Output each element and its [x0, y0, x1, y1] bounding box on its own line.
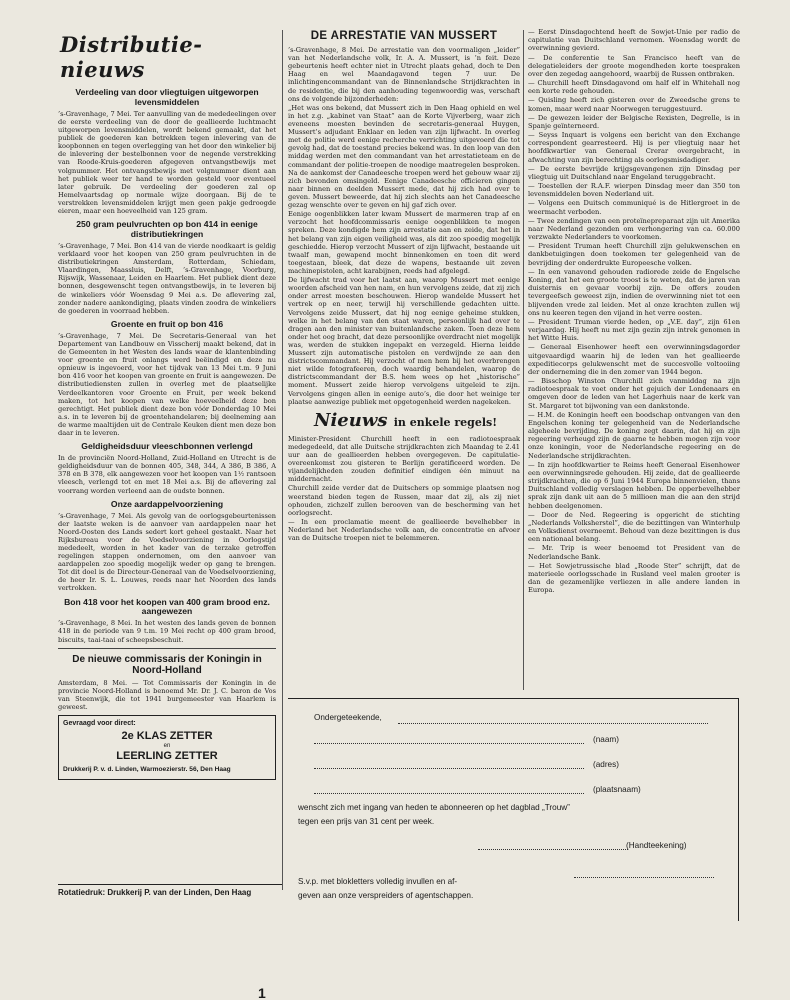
short-news-item: — Volgens een Duitsch communiqué is de Hitlergroet in de weermacht verboden.	[528, 199, 740, 216]
ad-position-1: 2e KLAS ZETTER	[121, 730, 213, 743]
section-heading: De nieuwe commissaris der Koningin in Noord-Holland	[72, 653, 262, 677]
address-line[interactable]	[314, 768, 584, 769]
short-news-item: — De gewezen leider der Belgische Rexisten, Degrelle, is in Spanje geïnterneerd.	[528, 113, 740, 130]
name-label: (naam)	[593, 735, 619, 744]
article-text: ’s-Gravenhage, 7 Mei. Ter aanvulling van de mededeelingen over de eerste verdeeling van de door de geallieerde luchtmacht uitgeworpen levensmiddelen, wordt bekend gemaakt, dat het publiek de goederen kan betrekken tegen inlevering van de koopbonnen en tegen overlegging van het door den winkelier bij de inlevering der bestelbonnen voor de negende verstrekking van Roode-Kruis-goederen afgegeven ontvangstbewijs met volgnummer. Het ontvangstbewijs met volgnummer dient aan het publiek weer ter hand te worden gesteld voor eventueel later gebruik. De verdeeling der goederen zal op Hemelvaartsdag op normale wijze doorgaan. Bij de te verstrekken levensmiddelen krijgt men geen pakje gedroogde eieren, maar een hoeveelheid van 125 gram.	[58, 109, 276, 216]
distribution-news-column	[58, 28, 276, 780]
form-extra-line	[574, 877, 714, 878]
form-undersigned-label: Ondergeteekende,	[314, 713, 382, 722]
article-text: Amsterdam, 8 Mei. — Tot Commissaris der Koningin in de provincie Noord-Holland is benoemd Mr. Dr. J. C. baron de Vos van Steenwijk, die tot 1941 burgemeester van Haarlem is geweest.	[58, 678, 276, 711]
distribution-news-masthead: Distributie-nieuws	[60, 32, 203, 82]
short-news-item: — Door de Ned. Regeering is opgericht de stichting „Nederlands Volksherstel”, die de bezittingen van Winterhulp en Volksdienst overneemt. Behoud van deze bezittingen is dus een nationaal belang.	[528, 510, 740, 544]
ad-and: en	[163, 743, 171, 750]
short-news-item: — President Truman heeft Churchill zijn gelukwenschen en dankbetuigingen doen toekomen ter gelegenheid van de bevrijding der onderdrukte Europeesche volken.	[528, 242, 740, 267]
mussert-arrest-column	[288, 28, 520, 543]
short-news-item: — Eerst Dinsdagochtend heeft de Sowjet-Unie per radio de capitulatie van Duitschland vernomen. Woensdag wordt de overwinning gevierd.	[528, 28, 740, 53]
short-news-item: — Toestellen der R.A.F. wierpen Dinsdag meer dan 350 ton levensmiddelen boven Nederland uit.	[528, 182, 740, 199]
address-label: (adres)	[593, 760, 619, 769]
short-news-column	[528, 28, 740, 596]
article-text: ’s-Gravenhage, 7 Mei. De Secretaris-Generaal van het Departement van Landbouw en Visscherij maakt bekend, dat in de Gemeenten in het Westen des lands waar de klantenbinding voor groente en fruit onlangs werd beëindigd en deze nu opnieuw is ingevoerd, voor het tijdvak van 13 Mei t.m. 9 Juni bon 416 voor het koopen van groente en fruit is aangewezen. De distributiediensten zullen in overleg met de plaatselijke Verdeelkantoren voor Groente en Fruit, per week bekend maken, tot het koopen van welke hoeveelheid deze bon gerechtigt. Het publiek dient deze bon vóór Donderdag 10 Mei a.s. in te leveren bij de groentehandelaren; bij deelneming aan de warme maaltijden uit de Centrale Keuken dient men deze bon daar in te leveren.	[58, 331, 276, 438]
short-news-item: — Bisschop Winston Churchill zich vanmiddag na zijn radiotoespraak te voet onder het gejuich der Londenaars en omgeven door de leden van het Lagerhuis naar de kerk van St. Margaret tot bijwoning van een dankstonde.	[528, 377, 740, 410]
undersigned-line	[398, 723, 708, 724]
short-news-item: — Churchill heeft Dinsdagavond om half elf in Whitehall nog een korte rede gehouden.	[528, 79, 740, 96]
article-headline: DE ARRESTATIE VAN MUSSERT	[310, 30, 498, 42]
short-news-item: — Het Sowjetrussische blad „Roode Ster” schrijft, dat de materieele oorlogsschade in Rusland veel malen grooter is dan de gezamenlijke verliezen in alle andere landen in Europa.	[528, 561, 740, 595]
article-text: ’s-Gravenhage, 8 Mei. In het westen des lands geven de bonnen 418 in de periode van 9 t.m. 19 Mei recht op 400 gram brood, biscuits, taai-taai of scheepsbeschuit.	[58, 619, 276, 644]
article-text: In de provinciën Noord-Holland, Zuid-Holland en Utrecht is de geldigheidsduur van de bonnen 405, 348, 344, A 386, B 386, A 378 en B 378, elk aangewezen voor het koopen van 1½ rantsoen vleesch, verlengd tot en met 18 Mei a.s. Bij de aflevering zal voorrang worden verleend aan de oudste bonnen.	[58, 454, 276, 495]
subscription-sentence: wenscht zich met ingang van heden te abonneeren op het dagblad „Trouw”	[298, 803, 570, 812]
short-news-item: — De eerste bevrijde krijgsgevangenen zijn Dinsdag per vliegtuig uit Duitschland naar Engeland teruggebracht.	[528, 164, 740, 181]
short-news-item: — Quisling heeft zich gisteren over de Zweedsche grens te komen, maar werd naar Noorwegen teruggestuurd.	[528, 96, 740, 113]
signature-label: (Handteekening)	[626, 841, 687, 850]
column-rule	[523, 30, 524, 690]
signature-line[interactable]	[478, 849, 628, 850]
section-heading: Bon 418 voor het koopen van 400 gram brood enz. aangewezen	[64, 596, 270, 617]
commissioner-article	[58, 654, 276, 711]
news-brief-subtitle: in enkele regels!	[393, 415, 498, 429]
ad-intro: Gevraagd voor direct:	[63, 720, 136, 728]
article-text: „Het was ons bekend, dat Mussert zich in Den Haag ophield en wel in het z.g. „kabinet van Staat” aan de Korte Vijverberg, waar zich eveneens moesten bevinden de secretaris-generaal Huygen, Mussert’s adjudant Enklaar en leden van zijn lijfwacht. In overleg met de politie werd eenige recherche verrichting uitgevoerd die tot gevolg had, dat de toestand precies bekend was. In den loop van den middag werden met den commandant van het arrestatieteam en de commandant der politie-troepen de noodige maatregelen besproken. Na de aankomst der Canadeesche troepen werd het gebouw waar zij zich bevonden omsingeld. Eenige Canadeesche officieren gingen naar binnen en deelden Mussert mede, dat hij zich had over te geven. Mussert beweerde, dat hij zich slechts aan het Canadeesche gezag wenschte over te geven en hij gaf zich over.	[288, 103, 520, 210]
article-text: ’s-Gravenhage, 7 Mei. Bon 414 van de vierde noodkaart is geldig verklaard voor het koopen van 250 gram peulvruchten in de distributiekringen Amsterdam, Rotterdam, Schiedam, Vlaardingen, Maassluis, Delft, ’s-Gravenhage, Voorburg, Rijswijk, Wassenaar, Leiden en Haarlem. Het publiek dient deze bonnen, desgewenscht tegen ontvangstbewijs, in te leveren bij de winkeliers vóór Woensdag 9 Mei a.s. De aflevering zal, zonder nadere aankondiging, plaats vinden zoodra de winkeliers de goederen in voorraad hebben.	[58, 241, 276, 315]
section-heading: Verdeeling van door vliegtuigen uitgeworpen levensmiddelen	[75, 87, 259, 107]
short-news-item: — Seyss Inquart is volgens een bericht van den Exchange correspondent gearresteerd. Hij is per vliegtuig naar het hoofdkwartier van Generaal Crerar overgebracht, in afwachting van zijn berechting als oorlogsmisdadiger.	[528, 131, 740, 164]
short-news-item: — Twee zendingen van een proteïnepreparaat zijn uit Amerika naar Nederland gezonden om verhongering van ca. 60.000 verzwakte Nederlanders te voorkomen.	[528, 216, 740, 242]
article-text: — In een proclamatie meent de geallieerde bevelhebber in Nederland het Nederlandsche volk aan, de concentratie en afvoer van de Duitsche troepen niet te belemmeren.	[288, 517, 520, 543]
page-mark: 1	[258, 985, 266, 1000]
short-news-item: — H.M. de Koningin heeft een boodschap ontvangen van den Engelschen koning ter gelegenheid van de Nederlandsche algeheele bevrijding. De koning zegt daarin, dat hij en zijn regeering verheugd zijn de gaarne te hebben mogen zijn voor onze koningin, voor de Nederlandsche regeering en de Nederlandsche strijdkrachten.	[528, 410, 740, 460]
short-news-item: — In een vanavond gehouden radiorede zeide de Engelsche Koning, dat het een groote troost is te weten, dat de jaren van duisternis en gevaar voorbij zijn. De offers zouden tevergeefsch geweest zijn, indien de overwinning niet tot een blijvenden vrede zal leiden. Met al onze krachten zullen wij ons nu keeren tegen den vijand in het verre oosten.	[528, 267, 740, 317]
section-heading: Onze aardappelvoorziening	[110, 498, 224, 509]
ad-address: Drukkerij P. v. d. Linden, Warmoezierstr. 56, Den Haag	[63, 766, 231, 774]
job-advertisement	[58, 715, 276, 780]
short-news-item: — Mr. Trip is weer benoemd tot President van de Nederlandsche Bank.	[528, 544, 740, 561]
subscription-price: tegen een prijs van 31 cent per week.	[298, 817, 435, 826]
article-text: ’s-Gravenhage, 8 Mei. De arrestatie van den voormaligen „leider” van het Nederlandsche volk, Ir. A. A. Mussert, is ’n feit. Deze gebeurtenis heeft echter niet in Utrecht plaats gehad, doch te Den Haag en wel Maandagavond tegen 7 uur. De inlichtingencommandant van de Binnenlandsche Strijdkrachten in de residentie, die bij den aanhouding tegenwoordig was, verschaft ons de volgende bijzonderheden:	[288, 46, 520, 103]
article-text: Minister-President Churchill heeft in een radiotoespraak medegedeeld, dat alle Duitsche strijdkrachten zich Maandag te 2.41 uur aan de geallieerden hebben overgegeven. De capitulatie-overeenkomst zou gisteren te Berlijn geratificeerd worden. De vijandelijkheden zouden definitief eindigen één minuut na middernacht.	[288, 434, 520, 484]
short-news-item: — Generaal Eisenhower heeft een overwinningsdagorder uitgevaardigd waarin hij de leden van het geallieerde expeditiecorps gelukwenscht met de succesvolle voltooiing der onderneming die in den zomer van 1944 begon.	[528, 343, 740, 376]
news-brief-title: Nieuws	[314, 409, 388, 431]
section-heading: Groente en fruit op bon 416	[110, 318, 224, 329]
short-news-item: — De conferentie te San Francisco heeft van de delegatieleiders der groote mogendheden korte toespraken over den zegedag aangehoord, waarbij de Russen ontbraken.	[528, 53, 740, 78]
short-news-item: — President Truman vierde heden, op „V.E. day”, zijn 61en verjaardag. Hij heeft nu met zijn gezin zijn intrek genomen in het Witte Huis.	[528, 317, 740, 343]
section-heading: Geldigheidsduur vleeschbonnen verlengd	[81, 441, 253, 452]
section-heading: 250 gram peulvruchten op bon 414 in eenige distributiekringen	[76, 219, 258, 240]
short-news-list	[528, 28, 740, 595]
form-instruction: geven aan onze verspreiders of agentschappen.	[298, 891, 474, 900]
news-brief-masthead	[314, 410, 520, 431]
form-instruction: S.v.p. met blokletters volledig invullen en af-	[298, 877, 458, 886]
article-text: Eenige oogenblikken later kwam Mussert de marmeren trap af en verzocht het hoofdcommissaris eenige oogenblikken te mogen spreken. Deze kondigde hem zijn arrestatie aan en zeide, dat het in het belang van zijn eigen veiligheid was, als dit zoo spoedig mogelijk geschiedde. Hierop verzocht Mussert of zijn lijfwacht, bestaande uit twaalf man, gewapend mocht binnenkomen en toen dit werd toegestaan, bleek, dat deze de wapens, bestaande uit zeven machinepistolen, acht karabijnen, reeds had afgelegd.	[288, 210, 520, 275]
column-rule	[282, 30, 283, 890]
subscription-form	[288, 698, 739, 921]
short-news-item: — In zijn hoofdkwartier te Reims heeft Generaal Eisenhower een overwinningsrede gehouden. Hij zeide, dat de geallieerde strijdkrachten, die op 6 Juni 1944 Europa binnenvielen, thans Duitschland volledig verslagen hebben. De opperbevelhebber sprak zijn dank uit aan de 5 millioen man die aan den strijd hebben deelgenomen.	[528, 460, 740, 510]
ad-position-2: LEERLING ZETTER	[116, 750, 218, 763]
place-line[interactable]	[314, 793, 584, 794]
printer-imprint: Rotatiedruk: Drukkerij P. van der Linden, Den Haag	[58, 884, 282, 897]
place-label: (plaatsnaam)	[593, 785, 641, 794]
name-line[interactable]	[314, 743, 584, 744]
divider	[58, 648, 276, 649]
article-text: ’s-Gravenhage, 7 Mei. Als gevolg van de oorlogsgebeurtenissen der laatste weken is de aanvoer van aardappelen naar het Noord-Oosten des Lands sedert kort geheel gestaakt. Naar het Rijksbureau voor de Voedselvoorziening in Oorlogstijd mededeelt, worden in het kader van de terzake getroffen regelingen stappen ondernomen, om den aanvoer van aardappelen zoo spoedig mogelijk weder op gang te brengen. Tot dit doel is de Directeur-Generaal van de Voedselvoorziening, de heer Ir. S. L. Louwes, reeds naar het Noorden des lands vertrokken.	[58, 511, 276, 593]
article-text: Churchill zeide verder dat de Duitschers op sommige plaatsen nog weerstand bieden tegen de Russen, maar dat zij, als zij niet ophouden, zichzelf zullen berooven van de bescherming van het oorlogsrecht.	[288, 484, 520, 517]
article-text: De lijfwacht trad voor het laatst aan, waarop Mussert met eenige woorden afscheid van hen nam, en hun vervolgens zeide, dat zij zich onder arrest moesten beschouwen. Hierop wandelde Mussert het vertrek op en neer, terwijl hij verschillende gedachten uitte. Vervolgens zeide Mussert, dat hij nog eenige geheime stukken, welke in het belang van den staat waren, persoonlijk had over te dragen aan den minister van buitenlandsche zaken. Toen deze hem onder het oog bracht, dat deze persoonlijke overdracht niet mogelijk was, werden de stukken ingepakt en verzegeld. Hierna leidde Mussert zijn automatische pistolen en verdwijnde ze aan den districtscommandant. Hij verzocht of men hem bij het overbrengen niet wilde fotografeeren, doch waardig behandelen, waarop de districtscommandant der B.S. hem wees op het „historische” moment. Mussert zeide hierop vervolgens uitgeleid te zijn. Vervolgens gingen allen in eenige auto’s, die door het weinige ter plaatse aanwezige publiek met opgetogenheid werden nagekeken.	[288, 276, 520, 406]
